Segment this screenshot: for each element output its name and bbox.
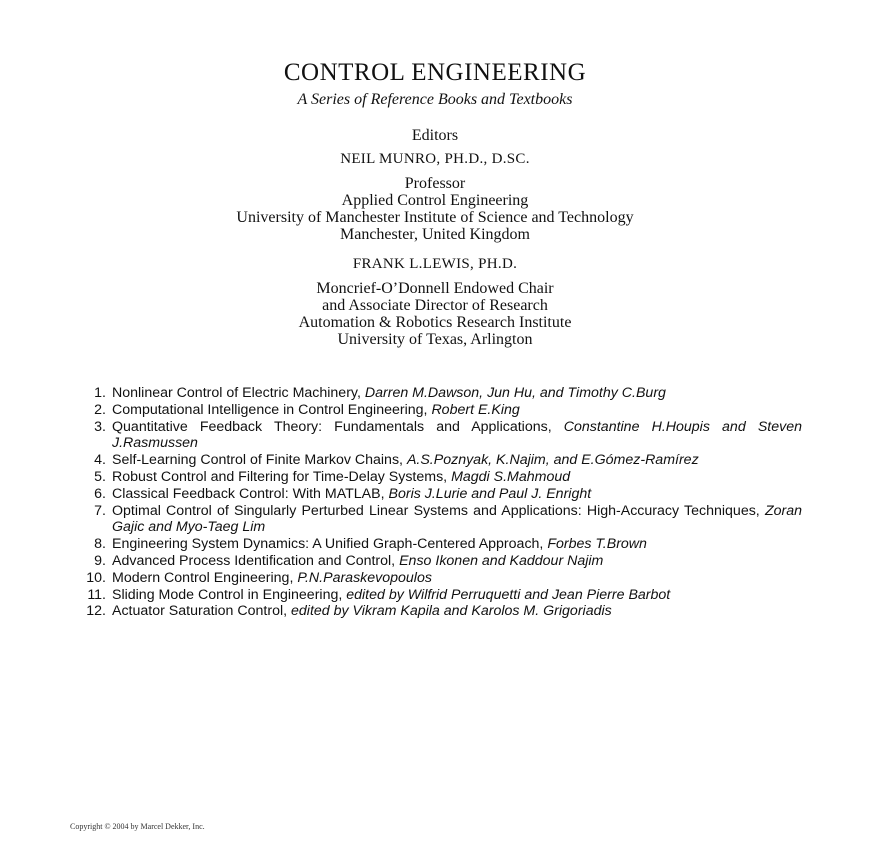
list-item	[70, 385, 802, 402]
item-number: 5.	[94, 468, 106, 485]
book-author: P.N.Paraskevopoulos	[297, 569, 432, 586]
book-author: Constantine H.Houpis and Steven J.Rasmussen	[112, 418, 802, 452]
book-title: Advanced Process Identification and Control,	[112, 552, 396, 569]
item-number: 1.	[94, 385, 106, 401]
list-item	[70, 503, 802, 537]
item-number: 9.	[94, 552, 106, 569]
book-author: Enso Ikonen and Kaddour Najim	[399, 552, 604, 569]
item-number: 6.	[94, 485, 106, 502]
editors-label: Editors	[411, 127, 459, 144]
book-title: Actuator Saturation Control,	[112, 603, 288, 620]
book-title: Classical Feedback Control: With MATLAB,	[112, 485, 385, 502]
editor-affiliation	[0, 175, 870, 243]
item-number: 2.	[94, 401, 106, 418]
book-author: Magdi S.Mahmoud	[451, 468, 571, 485]
list-item	[70, 419, 802, 453]
list-item	[70, 587, 802, 604]
book-title: Quantitative Feedback Theory: Fundamentals and Applications,	[112, 418, 552, 435]
editor-name: NEIL MUNRO, PH.D., D.SC.	[340, 151, 530, 167]
list-item	[70, 486, 802, 503]
editor-affiliation-line: and Associate Director of Research	[322, 297, 548, 314]
list-item	[70, 452, 802, 469]
item-number: 3.	[94, 418, 106, 435]
book-list	[70, 385, 802, 620]
editor-block	[0, 255, 870, 348]
list-item	[70, 402, 802, 419]
item-number: 7.	[94, 502, 106, 519]
editor-affiliation	[0, 280, 870, 348]
book-author: Darren M.Dawson, Jun Hu, and Timothy C.Burg	[364, 385, 666, 401]
series-header	[0, 58, 870, 348]
editor-affiliation-line: University of Manchester Institute of Science and Technology	[236, 209, 634, 226]
item-number: 4.	[94, 452, 106, 469]
item-number: 8.	[94, 536, 106, 553]
book-title: Modern Control Engineering,	[112, 569, 294, 586]
book-title: Optimal Control of Singularly Perturbed Linear Systems and Applications: High-Accuracy Techniques,	[112, 502, 760, 519]
book-author: Robert E.King	[431, 401, 520, 418]
editor-affiliation-line: Applied Control Engineering	[341, 192, 529, 209]
book-author: edited by Wilfrid Perruquetti and Jean Pierre Barbot	[346, 586, 671, 603]
book-title: Self-Learning Control of Finite Markov Chains,	[112, 452, 403, 469]
editor-name: FRANK L.LEWIS, PH.D.	[352, 256, 518, 272]
copyright-notice: Copyright © 2004 by Marcel Dekker, Inc.	[70, 822, 205, 831]
item-number: 12.	[86, 603, 106, 620]
book-author: Forbes T.Brown	[547, 536, 647, 553]
editor-affiliation-line: Manchester, United Kingdom	[340, 226, 530, 243]
book-author: Boris J.Lurie and Paul J. Enright	[388, 485, 592, 502]
book-title: Nonlinear Control of Electric Machinery,	[112, 385, 361, 401]
list-item	[70, 603, 802, 620]
book-author: edited by Vikram Kapila and Karolos M. Grigoriadis	[291, 603, 612, 620]
list-item	[70, 469, 802, 486]
book-author: A.S.Poznyak, K.Najim, and E.Gómez-Ramírez	[406, 452, 699, 469]
editor-affiliation-line: Professor	[404, 175, 466, 192]
list-item	[70, 570, 802, 587]
item-number: 10.	[86, 569, 106, 586]
item-number: 11.	[87, 586, 106, 603]
series-title: CONTROL ENGINEERING	[283, 59, 587, 86]
editor-block	[0, 150, 870, 243]
book-title: Sliding Mode Control in Engineering,	[112, 586, 343, 603]
book-title: Engineering System Dynamics: A Unified Graph-Centered Approach,	[112, 536, 544, 553]
list-item	[70, 536, 802, 553]
editor-affiliation-line: University of Texas, Arlington	[337, 331, 533, 348]
series-subtitle: A Series of Reference Books and Textbooks	[297, 91, 573, 108]
book-author: Zoran Gajic and Myo-Taeg Lim	[112, 502, 802, 536]
editor-affiliation-line: Moncrief-O’Donnell Endowed Chair	[316, 280, 554, 297]
book-title: Computational Intelligence in Control Engineering,	[112, 401, 428, 418]
editor-affiliation-line: Automation & Robotics Research Institute	[298, 314, 572, 331]
list-item	[70, 553, 802, 570]
book-title: Robust Control and Filtering for Time-Delay Systems,	[112, 468, 448, 485]
